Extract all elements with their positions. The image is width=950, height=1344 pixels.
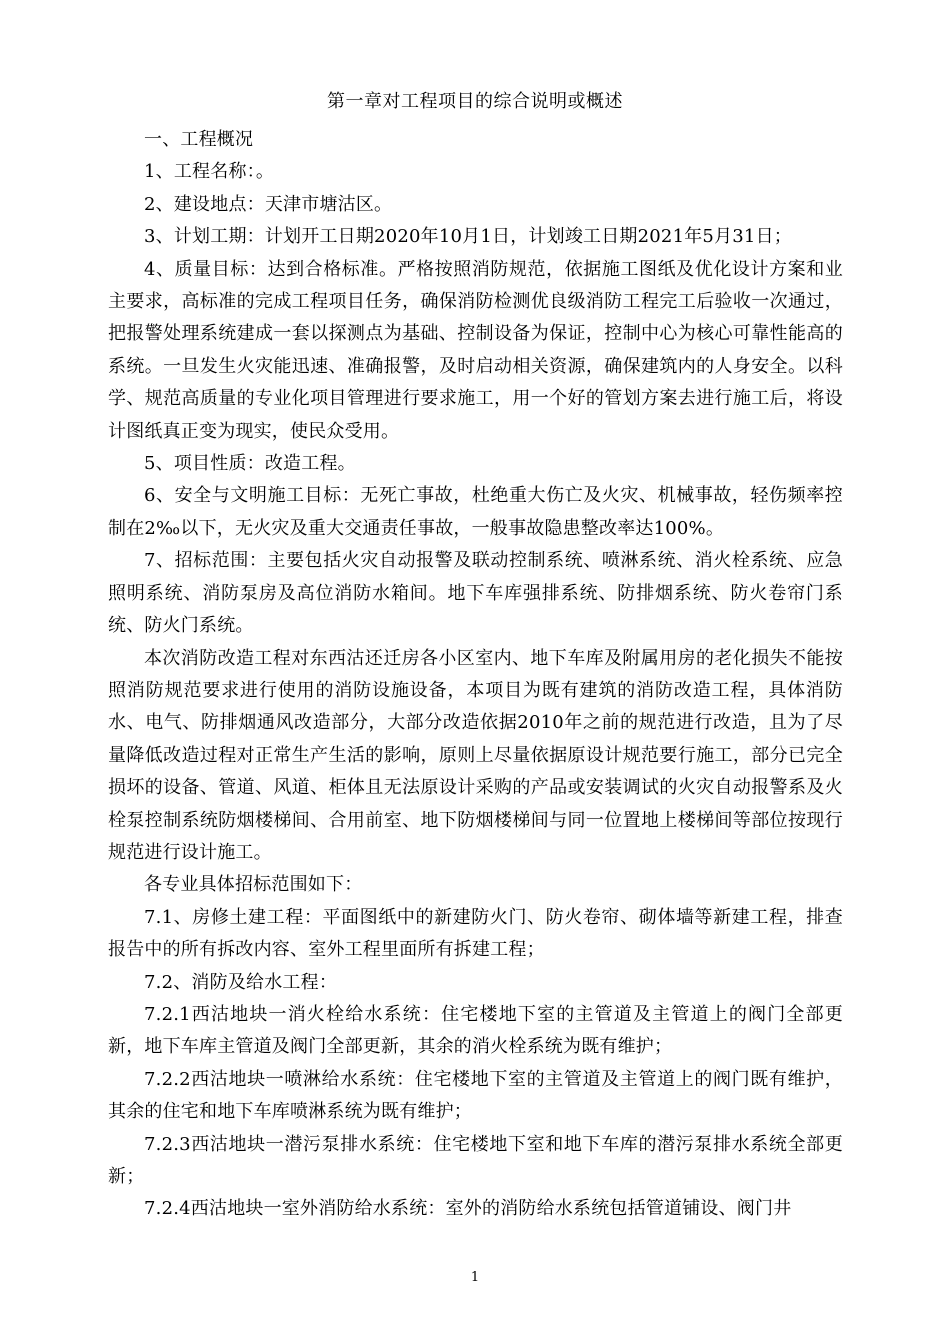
paragraph-project-nature: 5、项目性质：改造工程。 (144, 453, 356, 475)
paragraph-scope-7-2-1: 7.2.1西沽地块一消火栓给水系统：住宅楼地下室的主管道及主管道上的阀门全部更新，地下车库主管道及阀门全部更新，其余的消火栓系统为既有维护； (108, 1003, 843, 1058)
paragraph-scope-7-2-4: 7.2.4西沽地块一室外消防给水系统：室外的消防给水系统包括管道铺设、阀门井 (144, 1198, 792, 1220)
paragraph-scope-7-1: 7.1、房修土建工程：平面图纸中的新建防火门、防火卷帘、砌体墙等新建工程，排查报告中的所有拆改内容、室外工程里面所有拆建工程； (108, 906, 843, 961)
chapter-title: 第一章对工程项目的综合说明或概述 (327, 91, 623, 112)
section-heading-project-overview: 一、工程概况 (144, 129, 254, 150)
paragraph-planned-schedule: 3、计划工期：计划开工日期2020年10月1日，计划竣工日期2021年5月31日； (144, 226, 792, 248)
paragraph-quality-target: 4、质量目标：达到合格标准。严格按照消防规范，依据施工图纸及优化设计方案和业主要求，高标准的完成工程项目任务，确保消防检测优良级消防工程完工后验收一次通过，把报警处理系统建成一套以探测点为基础、控制设备为保证，控制中心为核心可靠性能高的系统。一旦发生火灾能迅速、准确报警，及时启动相关资源，确保建筑内的人身安全。以科学、规范高质量的专业化项目管理进行要求施工，用一个好的管划方案去进行施工后，将设计图纸真正变为现实，使民众受用。 (108, 258, 843, 442)
document-body (108, 124, 843, 1226)
paragraph-safety-target: 6、安全与文明施工目标：无死亡事故，杜绝重大伤亡及火灾、机械事故，轻伤频率控制在2‰以下，无火灾及重大交通责任事故，一般事故隐患整改率达100%。 (108, 485, 843, 539)
paragraph-scope-7-2: 7.2、消防及给水工程： (144, 971, 338, 993)
paragraph-scope-intro: 各专业具体招标范围如下： (144, 874, 363, 896)
paragraph-renovation-description: 本次消防改造工程对东西沽还迁房各小区室内、地下车库及附属用房的老化损失不能按照消防规范要求进行使用的消防设施设备，本项目为既有建筑的消防改造工程，具体消防水、电气、防排烟通风改造部分，大部分改造依据2010年之前的规范进行改造，且为了尽量降低改造过程对正常生产生活的影响，原则上尽量依据原设计规范要行施工，部分已完全损坏的设备、管道、风道、柜体且无法原设计采购的产品或安装调试的火灾自动报警系及火栓泵控制系统防烟楼梯间、合用前室、地下防烟楼梯间与同一位置地上楼梯间等部位按现行规范进行设计施工。 (108, 647, 843, 863)
paragraph-bidding-scope: 7、招标范围：主要包括火灾自动报警及联动控制系统、喷淋系统、消火栓系统、应急照明系统、消防泵房及高位消防水箱间。地下车库强排系统、防排烟系统、防火卷帘门系统、防火门系统。 (108, 550, 843, 637)
paragraph-project-name: 1、工程名称：。 (144, 161, 275, 183)
paragraph-scope-7-2-2: 7.2.2西沽地块一喷淋给水系统：住宅楼地下室的主管道及主管道上的阀门既有维护，其余的住宅和地下车库喷淋系统为既有维护； (108, 1068, 843, 1123)
paragraph-scope-7-2-3: 7.2.3西沽地块一潜污泵排水系统：住宅楼地下室和地下车库的潜污泵排水系统全部更新； (108, 1133, 843, 1187)
paragraph-construction-site: 2、建设地点：天津市塘沽区。 (144, 193, 393, 215)
page-number: 1 (470, 1270, 480, 1285)
